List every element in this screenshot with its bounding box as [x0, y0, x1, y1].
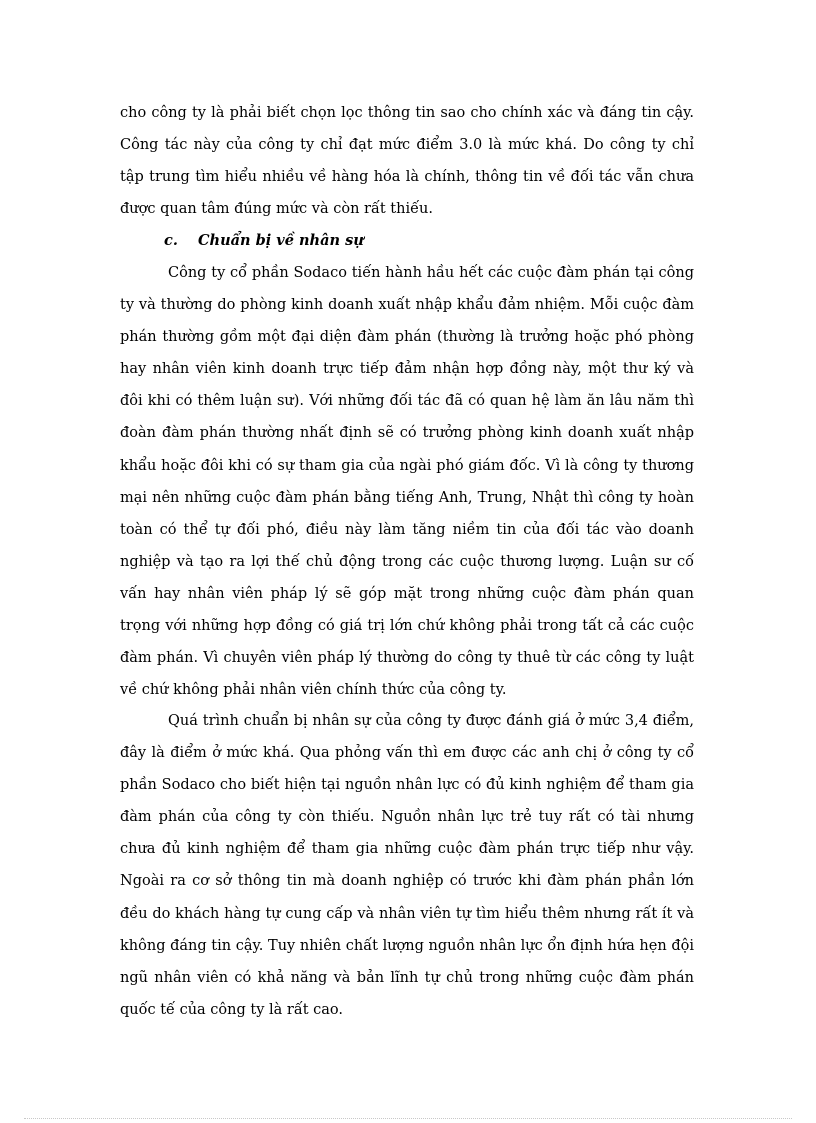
page-bottom-rule	[24, 1118, 792, 1119]
paragraph-continuation: cho công ty là phải biết chọn lọc thông tin sao cho chính xác và đáng tin cậy. Công tác này của công ty chỉ đạt mức điểm 3.0 là mức khá. Do công ty chỉ tập trung tìm hiểu nhiều về hàng hóa là chính, thông tin về đối tác vẫn chưa được quan tâm đúng mức và còn rất thiếu.	[120, 105, 694, 218]
section-letter: c.	[164, 232, 178, 249]
section-heading	[164, 225, 364, 257]
paragraph-personnel-structure: Công ty cổ phần Sodaco tiến hành hầu hết các cuộc đàm phán tại công ty và thường do phòng kinh doanh xuất nhập khẩu đảm nhiệm. Mỗi cuộc đàm phán thường gồm một đại diện đàm phán (thường là trưởng hoặc phó phòng hay nhân viên kinh doanh trực tiếp đảm nhận hợp đồng này, một thư ký và đôi khi có thêm luận sư). Với những đối tác đã có quan hệ làm ăn lâu năm thì đoàn đàm phán thường nhất định sẽ có trưởng phòng kinh doanh xuất nhập khẩu hoặc đôi khi có sự tham gia của ngài phó giám đốc. Vì là công ty thương mại nên những cuộc đàm phán bằng tiếng Anh, Trung, Nhật thì công ty hoàn toàn có thể tự đối phó, điều này làm tăng niềm tin của đối tác vào doanh nghiệp và tạo ra lợi thế chủ động trong các cuộc thương lượng. Luận sư cố vấn hay nhân viên pháp lý sẽ góp mặt trong những cuộc đàm phán quan trọng với những hợp đồng có giá trị lớn chứ không phải trong tất cả các cuộc đàm phán. Vì chuyên viên pháp lý thường do công ty thuê từ các công ty luật về chứ không phải nhân viên chính thức của công ty.	[120, 265, 694, 699]
section-title: Chuẩn bị về nhân sự	[198, 232, 364, 249]
paragraph-personnel-evaluation: Quá trình chuẩn bị nhân sự của công ty được đánh giá ở mức 3,4 điểm, đây là điểm ở mức khá. Qua phỏng vấn thì em được các anh chị ở công ty cổ phần Sodaco cho biết hiện tại nguồn nhân lực có đủ kinh nghiệm để tham gia đàm phán của công ty còn thiếu. Nguồn nhân lực trẻ tuy rất có tài nhưng chưa đủ kinh nghiệm để tham gia những cuộc đàm phán trực tiếp như vậy. Ngoài ra cơ sở thông tin mà doanh nghiệp có trước khi đàm phán phần lớn đều do khách hàng tự cung cấp và nhân viên tự tìm hiểu thêm nhưng rất ít và không đáng tin cậy. Tuy nhiên chất lượng nguồn nhân lực ổn định hứa hẹn đội ngũ nhân viên có khả năng và bản lĩnh tự chủ trong những cuộc đàm phán quốc tế của công ty là rất cao.	[120, 713, 694, 1018]
